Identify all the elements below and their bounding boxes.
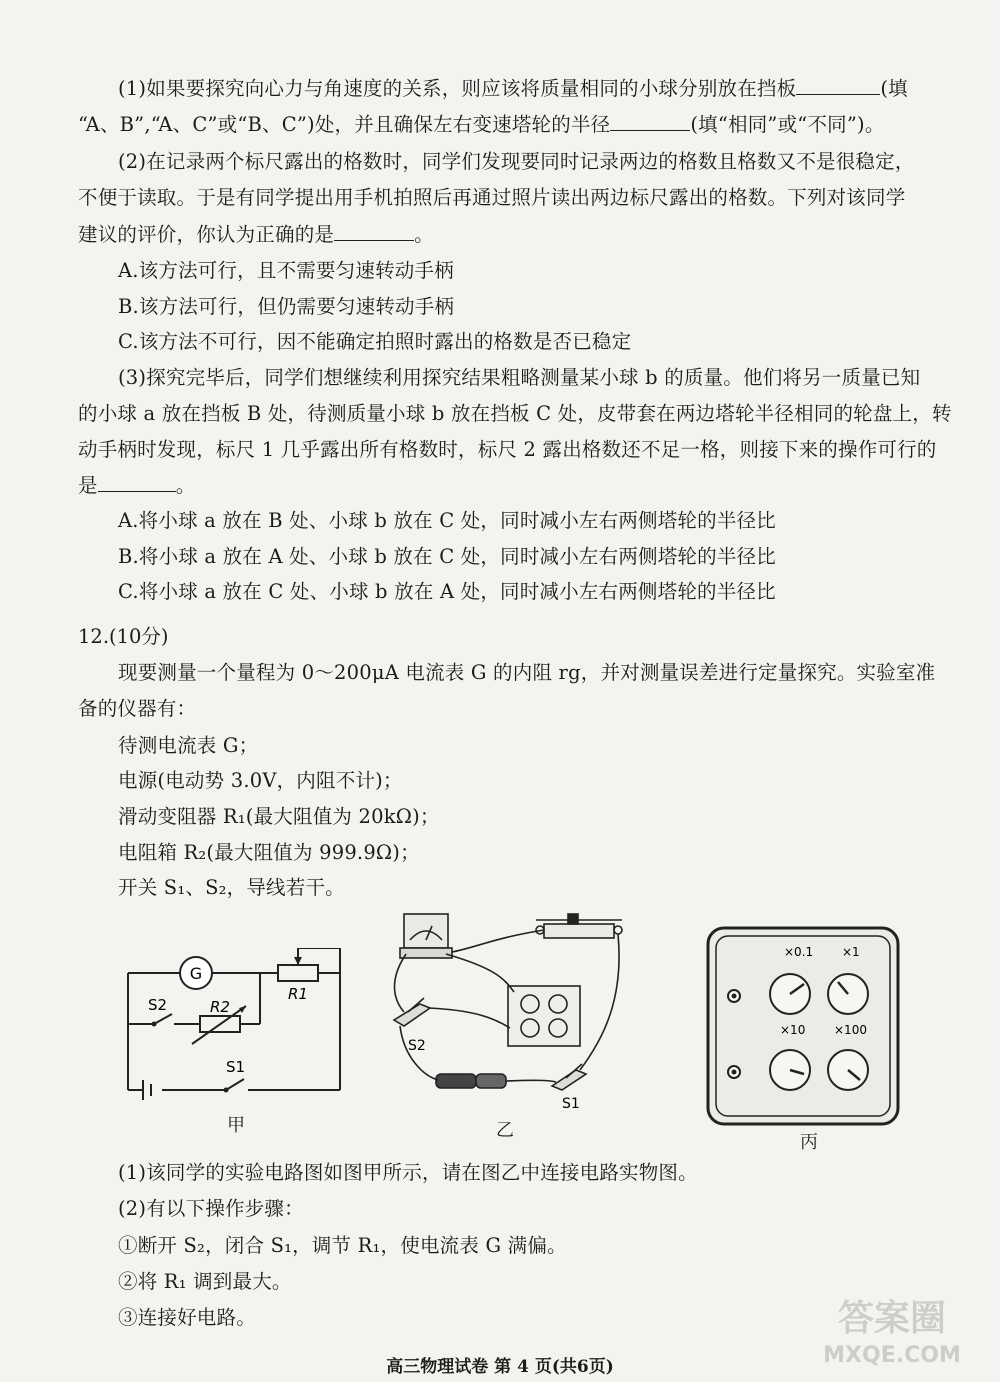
knob-x100-label: ×100 [834,1023,867,1037]
q12-item-rheostat: 滑动变阻器 R₁(最大阻值为 20kΩ)； [118,805,440,828]
figure-label-bing: 丙 [800,1132,818,1153]
text: 。 [175,474,196,497]
q11-p3-option-b: B.将小球 a 放在 A 处、小球 b 放在 C 处，同时减小左右两侧塔轮的半径比 [118,545,776,568]
text: (1)如果要探究向心力与角速度的关系，则应该将质量相同的小球分别放在挡板 [118,77,797,100]
q12-item-ammeter: 待测电流表 G； [118,734,259,757]
q11-p3-line4 [78,473,956,499]
q12-sub2: (2)有以下操作步骤： [118,1197,304,1220]
q11-p2-option-c: C.该方法不可行，因不能确定拍照时露出的格数是否已稳定 [118,330,632,353]
q11-p2-line2: 不便于读取。于是有同学提出用手机拍照后再通过照片读出两边标尺露出的格数。下列对该同学 [78,186,906,209]
q11-p2-option-b: B.该方法可行，但仍需要匀速转动手柄 [118,295,455,318]
yi-s1-label: S1 [562,1096,580,1108]
q11-p3-line3: 动手柄时发现，标尺 1 几乎露出所有格数时，标尺 2 露出格数还不足一格，则接下来的操作可行的 [78,438,937,461]
watermark-logo [802,1288,982,1370]
s1-label: S1 [226,1058,246,1076]
q11-p1-line2 [78,112,956,138]
knob-x0.1-label: ×0.1 [784,945,814,959]
q11-p3-line1: (3)探究完毕后，同学们想继续利用探究结果粗略测量某小球 b 的质量。他们将另一质量已知 [118,366,921,389]
s2-label: S2 [148,996,168,1014]
q11-p2-line1: (2)在记录两个标尺露出的格数时，同学们发现要同时记录两边的格数且格数又不是很稳定， [118,150,915,173]
q12-item-resistor-box: 电阻箱 R₂(最大阻值为 999.9Ω)； [118,841,420,864]
watermark-url: MXQE.COM [823,1343,961,1368]
answer-blank[interactable] [98,473,176,492]
q12-step3: ③连接好电路。 [118,1306,256,1329]
figure-label-yi: 乙 [496,1120,514,1141]
q11-p1-line1 [118,76,956,102]
answer-blank[interactable] [796,76,880,95]
page-footer: 高三物理试卷 第 4 页(共6页) [386,1357,614,1377]
q11-p3-option-c: C.将小球 a 放在 C 处、小球 b 放在 A 处，同时减小左右两侧塔轮的半径比 [118,580,776,603]
text: 是 [78,474,98,497]
yi-s2-label: S2 [408,1038,426,1054]
resistance-box-bing [706,926,900,1126]
q12-intro-line2: 备的仪器有： [78,697,197,720]
text: (填 [880,77,908,100]
q11-p2-line3 [78,222,956,248]
watermark-text: 答案圈 [837,1298,947,1339]
text: 。 [414,223,434,246]
circuit-diagram-jia [118,948,358,1103]
q12-item-switches: 开关 S₁、S₂，导线若干。 [118,876,345,899]
text: “A、B”,“A、C”或“B、C”)处，并且确保左右变速塔轮的半径 [78,113,611,136]
q12-item-power: 电源(电动势 3.0V，内阻不计)； [118,769,403,792]
q12-step1: ①断开 S₂，闭合 S₁，调节 R₁，使电流表 G 满偏。 [118,1234,567,1257]
figure-label-jia: 甲 [227,1115,245,1136]
answer-blank[interactable] [610,112,690,131]
q11-p3-line2: 的小球 a 放在挡板 B 处，待测质量小球 b 放在挡板 C 处，皮带套在两边塔轮半径相同的轮盘上，转 [78,402,952,425]
text: 建议的评价，你认为正确的是 [78,223,335,246]
galvanometer-label: G [189,964,203,983]
apparatus-diagram-yi [384,908,634,1108]
answer-blank[interactable] [334,222,414,241]
knob-x1-label: ×1 [842,945,860,959]
q12-step2: ②将 R₁ 调到最大。 [118,1270,292,1293]
q12-sub1: (1)该同学的实验电路图如图甲所示，请在图乙中连接电路实物图。 [118,1161,698,1184]
q12-intro-line1: 现要测量一个量程为 0～200μA 电流表 G 的内阻 rg，并对测量误差进行定量探究。实验室准 [118,661,936,684]
q11-p2-option-a: A.该方法可行，且不需要匀速转动手柄 [118,259,454,282]
knob-x10-label: ×10 [780,1023,806,1037]
r2-label: R2 [210,998,230,1016]
text: (填“相同”或“不同”)。 [690,113,885,136]
q12-header: 12.(10分) [78,625,169,648]
r1-label: R1 [288,985,308,1003]
q11-p3-option-a: A.将小球 a 放在 B 处、小球 b 放在 C 处，同时减小左右两侧塔轮的半径比 [118,509,776,532]
